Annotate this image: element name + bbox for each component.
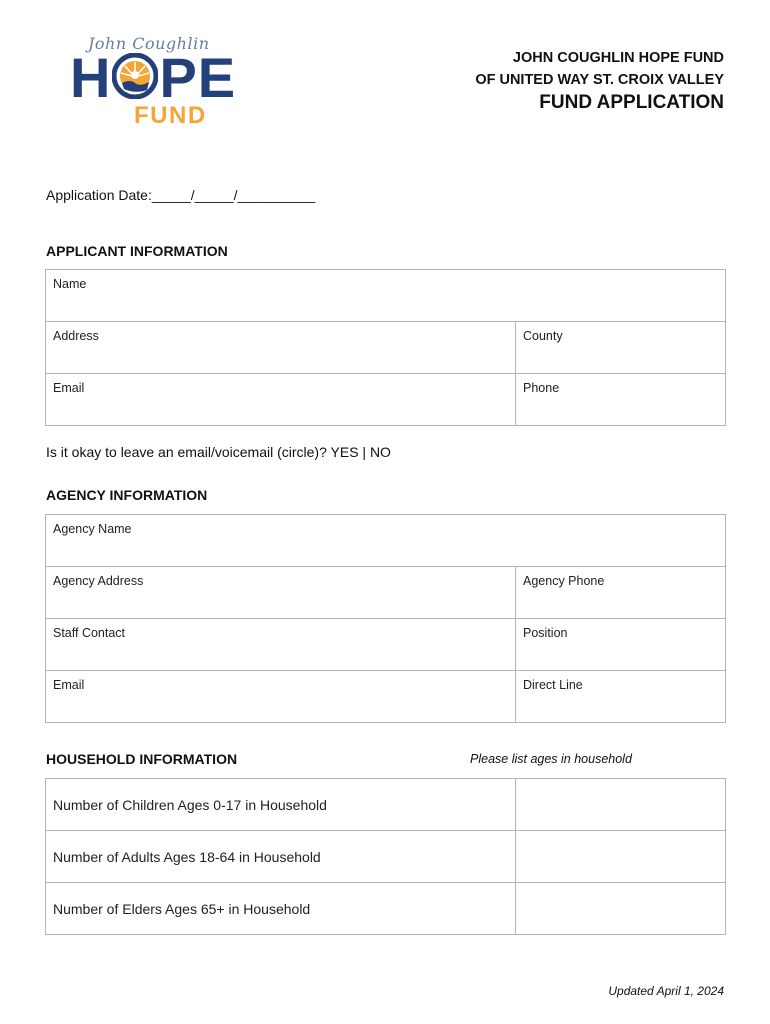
applicant-name-field[interactable]: Name	[46, 270, 726, 322]
staff-contact-field[interactable]: Staff Contact	[46, 619, 516, 671]
position-field[interactable]: Position	[516, 619, 726, 671]
household-table	[45, 778, 726, 935]
agency-name-field[interactable]: Agency Name	[46, 515, 726, 567]
header-fund-name: JOHN COUGHLIN HOPE FUND	[512, 50, 724, 66]
household-section-heading: HOUSEHOLD INFORMATION	[46, 751, 238, 767]
applicant-county-field[interactable]: County	[516, 322, 726, 374]
logo-letters-pe: PE	[159, 46, 237, 109]
children-count-label: Number of Children Ages 0-17 in Household	[46, 779, 516, 831]
applicant-section-heading: APPLICANT INFORMATION	[46, 243, 228, 259]
applicant-address-field[interactable]: Address	[46, 322, 516, 374]
logo-fund-text: FUND	[134, 102, 207, 129]
applicant-phone-field[interactable]: Phone	[516, 374, 726, 426]
sunrise-hand-icon	[112, 52, 158, 98]
application-date-field[interactable]: Application Date:_____/_____/__________	[46, 187, 316, 203]
agency-address-field[interactable]: Agency Address	[46, 567, 516, 619]
logo-letter-h: H	[70, 46, 112, 109]
logo-script-text: John Coughlin	[88, 34, 210, 53]
voicemail-question[interactable]: Is it okay to leave an email/voicemail (circle)? YES | NO	[46, 444, 391, 460]
elders-count-label: Number of Elders Ages 65+ in Household	[46, 883, 516, 935]
household-note: Please list ages in household	[470, 752, 632, 766]
agency-table	[45, 514, 726, 723]
logo-hope-wordmark	[70, 46, 237, 109]
updated-date-footer: Updated April 1, 2024	[608, 984, 724, 998]
header-organization: OF UNITED WAY ST. CROIX VALLEY	[475, 72, 724, 88]
agency-email-field[interactable]: Email	[46, 671, 516, 723]
page-title: FUND APPLICATION	[539, 92, 724, 113]
applicant-table	[45, 269, 726, 426]
direct-line-field[interactable]: Direct Line	[516, 671, 726, 723]
applicant-email-field[interactable]: Email	[46, 374, 516, 426]
adults-count-field[interactable]	[516, 831, 726, 883]
elders-count-field[interactable]	[516, 883, 726, 935]
agency-phone-field[interactable]: Agency Phone	[516, 567, 726, 619]
agency-section-heading: AGENCY INFORMATION	[46, 487, 208, 503]
children-count-field[interactable]	[516, 779, 726, 831]
adults-count-label: Number of Adults Ages 18-64 in Household	[46, 831, 516, 883]
